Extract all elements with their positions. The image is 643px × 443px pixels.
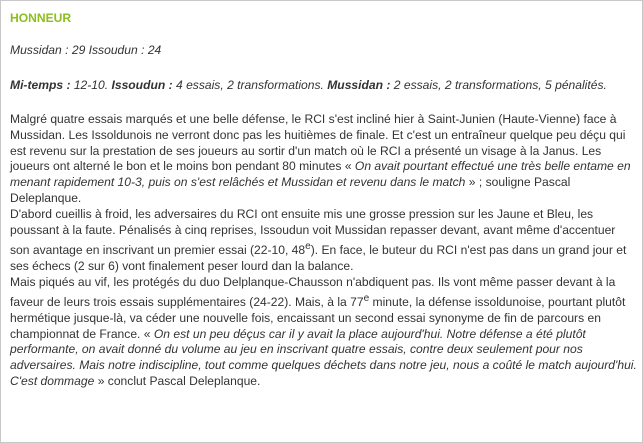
section-title: HONNEUR bbox=[10, 11, 72, 25]
paragraph-ending-text: Mais piqués au vif, les protégés du duo Delplanque-Chausson n'abdiquent pas. Ils vont même passer devant à la faveur de leurs trois essais supplémentaires (24-22). Mais, à la 77 bbox=[10, 274, 616, 309]
ordinal-sup: e bbox=[363, 292, 370, 304]
final-score: Mussidan : 29 Issoudun : 24 bbox=[10, 42, 162, 57]
paragraph-intro-text: Malgré quatre essais marqués et une belle défense, le RCI s'est incliné hier à Saint-Junien (Haute-Vienne) face à Mussidan. Les Issoldunois ne verront donc pas les huitièmes de finale. Et c'est un entraîneur quelque peu déçu qui est revenu sur la prestation de ses joueurs au sortir d'un match où le RCI a présenté un visage à la Janus. Les joueurs ont alterné le bon et le moins bon pendant 80 minutes « bbox=[10, 111, 626, 174]
paragraph-ending-mid: minute, la défense issoldunoise, pourtant plutôt hermétique jusque-là, va céder une nouvelle fois, encaissant un second essai synonyme de fin de parcours en championnat de France. « bbox=[10, 294, 626, 341]
paragraph-match-end: ). En face, le buteur du RCI n'est pas dans un grand jour et ses échecs (2 sur 6) vont finalement peser lourd dan la balance. bbox=[10, 243, 627, 273]
ordinal-sup: e bbox=[305, 240, 311, 252]
article-body bbox=[10, 112, 638, 390]
halftime-score: 12-10. bbox=[70, 77, 112, 92]
paragraph-ending-end: » conclut Pascal Deleplanque. bbox=[94, 374, 261, 389]
coach-quote-1: On avait pourtant effectué une très belle entame en menant rapidement 10-3, puis on s'est relâchés et Mussidan et revenu dans le match bbox=[10, 159, 631, 190]
paragraph-intro-end: » ; souligne Pascal Deleplanque. bbox=[10, 175, 571, 206]
halftime-team2: Mussidan : bbox=[327, 77, 391, 92]
paragraph-ending bbox=[10, 275, 638, 390]
paragraph-intro bbox=[10, 112, 638, 207]
halftime-team1: Issoudun : bbox=[111, 77, 173, 92]
halftime-summary bbox=[10, 78, 638, 94]
halftime-label: Mi-temps : bbox=[10, 77, 71, 92]
halftime-team1-detail: 4 essais, 2 transformations. bbox=[172, 77, 328, 92]
article-content bbox=[10, 11, 638, 390]
coach-quote-2: On est un peu déçus car il y avait la place aujourd'hui. Notre défense a été plutôt performante, on avait donné du volume au jeu en inscrivant quatre essais, contre deux seulement pour nos adversaires. Mais notre indiscipline, tout comme quelques déchets dans notre jeu, nous a coûté le match aujourd'hui. C'est dommage bbox=[10, 326, 637, 389]
paragraph-match bbox=[10, 207, 638, 275]
paragraph-match-text: D'abord cueillis à froid, les adversaires du RCI ont ensuite mis une grosse pression sur les Jaune et Bleu, les poussant à la faute. Pénalisés à cinq reprises, Issoudun voit Mussidan repasser devant, avant même d'accentuer son avantage en inscrivant un premier essai (22-10, 48 bbox=[10, 207, 616, 257]
halftime-team2-detail: 2 essais, 2 transformations, 5 pénalités. bbox=[390, 77, 607, 92]
